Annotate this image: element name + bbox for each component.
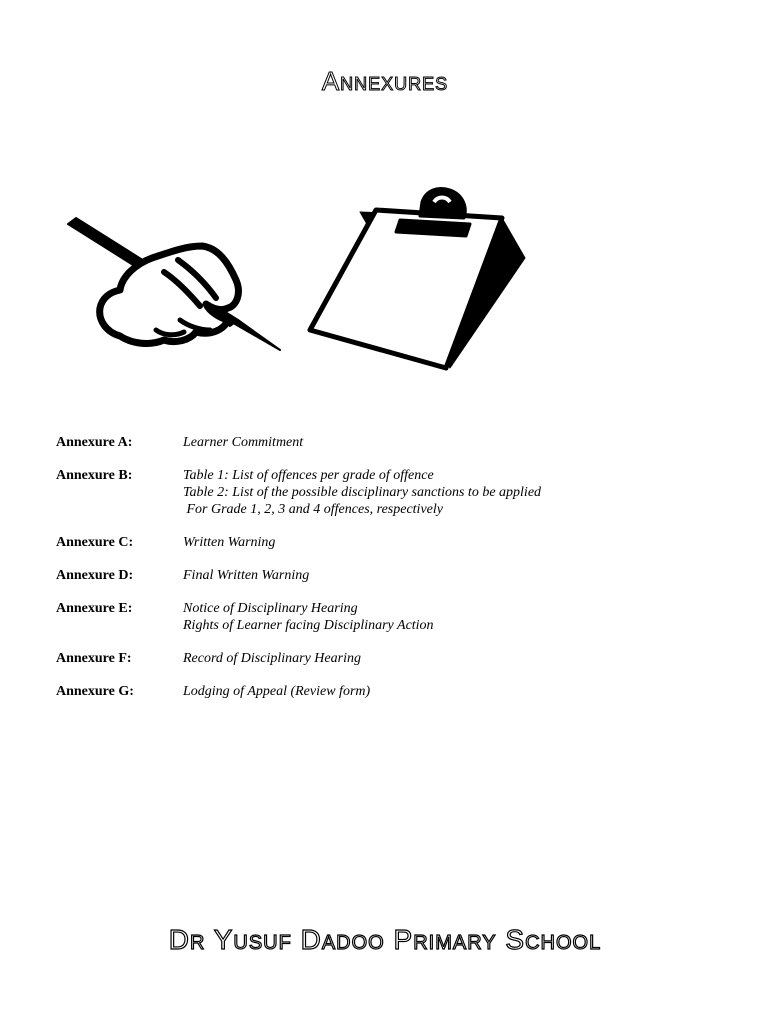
annexure-line: Rights of Learner facing Disciplinary Action [183,618,434,633]
annexure-description [183,650,736,667]
annexure-line: For Grade 1, 2, 3 and 4 offences, respectively [183,502,443,517]
annexure-label: Annexure A: [56,435,133,450]
writing-hand-icon [68,218,280,350]
clipboard-icon [310,189,525,369]
annexure-row-e [56,600,736,634]
annexure-row-a [56,434,736,451]
annexure-line: Table 1: List of offences per grade of offence [183,468,434,483]
annexure-label: Annexure G: [56,684,134,699]
annexure-line: Record of Disciplinary Hearing [183,651,361,666]
annexure-row-c [56,534,736,551]
annexure-description [183,534,736,551]
annexure-line: Notice of Disciplinary Hearing [183,601,358,616]
page-title: Annexures [321,66,449,96]
annexure-description [183,600,736,634]
annexure-line: Written Warning [183,535,276,550]
school-name-footer: Dr Yusuf Dadoo Primary School [168,924,602,955]
annexure-label: Annexure B: [56,468,133,483]
annexure-row-g [56,683,736,700]
annexure-label: Annexure F: [56,651,132,666]
annexure-description [183,434,736,451]
annexure-label: Annexure E: [56,601,133,616]
annexure-row-b [56,467,736,518]
annexure-line: Lodging of Appeal (Review form) [183,684,371,699]
annexure-line: Final Written Warning [183,568,310,583]
annexure-row-d [56,567,736,584]
annexure-description [183,683,736,700]
annexure-description [183,567,736,584]
annexure-line: Table 2: List of the possible disciplinary sanctions to be applied [183,485,542,500]
annexure-row-f [56,650,736,667]
illustration [60,180,540,380]
annexure-line: Learner Commitment [183,435,304,450]
annexure-label: Annexure D: [56,568,134,583]
annexure-list [56,434,736,700]
annexure-description [183,467,736,518]
annexure-label: Annexure C: [56,535,134,550]
